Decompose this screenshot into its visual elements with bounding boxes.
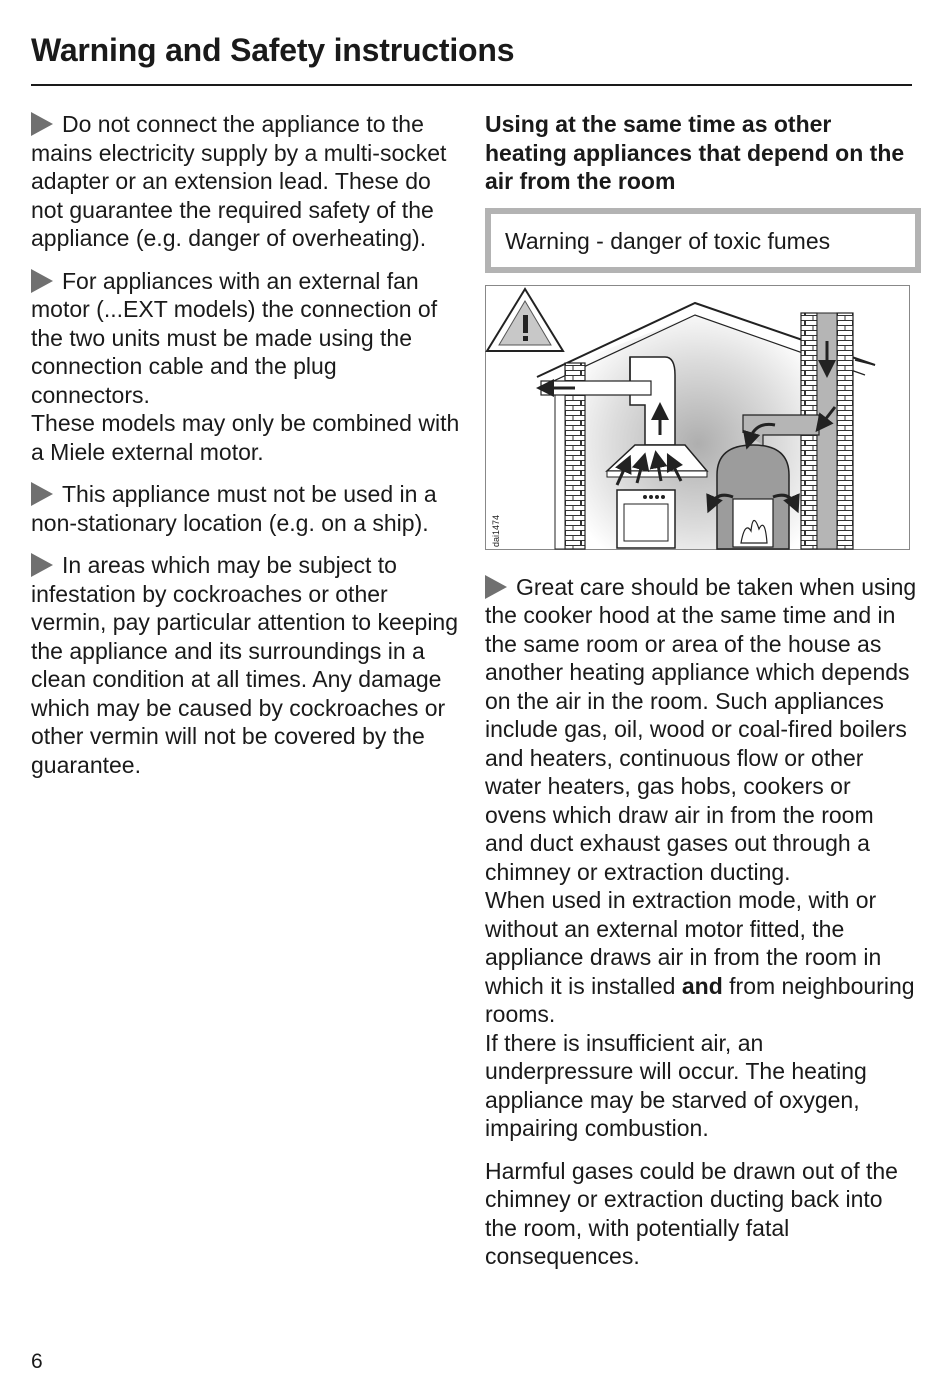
safety-item-text: In areas which may be subject to infestation by cockroaches or other vermin, pay particular attention to keeping the appliance and its surroundings in a clean condition at all times. Any damage which may be caused by cockroaches or other vermin will not be covered by the guarantee.: [31, 552, 459, 778]
title-rule: [31, 84, 912, 86]
safety-item-text: Do not connect the appliance to the mains electricity supply by a multi-socket adapter or an extension lead. These do not guarantee the required safety of the appliance (e.g. danger of overheating).: [31, 111, 447, 251]
safety-item: [31, 267, 461, 467]
bullet-triangle-icon: [31, 112, 53, 136]
warning-box: [485, 208, 921, 273]
bullet-triangle-icon: [485, 575, 507, 599]
safety-item-text: For appliances with an external fan motor (...EXT models) the connection of the two units must be made using the connection cable and the plug connectors.: [31, 267, 438, 408]
bullet-triangle-icon: [31, 553, 53, 577]
safety-item-text: These models may only be combined with a Miele external motor.: [31, 410, 460, 465]
safety-item-text: If there is insufficient air, an underpressure will occur. The heating appliance may be starved of oxygen, impairing combustion.: [485, 1029, 867, 1141]
safety-item: [31, 110, 461, 253]
section-subheading: Using at the same time as other heating appliances that depend on the air from the room: [485, 111, 905, 194]
left-column: [31, 110, 461, 793]
safety-item-text: Great care should be taken when using the cooker hood at the same time and in the same room or area of the house as another heating appliance which depends on the air in the room. Such appliances include gas, oil, wood or coal-fired boilers and heaters, continuous flow or other water heaters, gas hobs, cookers or ovens which draw air in from the room and duct exhaust gases out through a chimney or extraction ducting.: [485, 573, 917, 885]
bullet-triangle-icon: [31, 482, 53, 506]
safety-item-text: from neighbouring rooms.: [485, 972, 915, 1027]
figure-code: dai1474: [491, 514, 501, 547]
warning-box-text: Warning - danger of toxic fumes: [505, 227, 831, 254]
emphasis-text: and: [681, 972, 723, 999]
safety-item: [485, 573, 917, 1143]
right-column: [485, 110, 917, 1285]
safety-item-text: This appliance must not be used in a non-stationary location (e.g. on a ship).: [31, 481, 437, 536]
safety-item: [31, 551, 461, 779]
safety-item: [31, 480, 461, 537]
safety-item-text: When used in extraction mode, with or without an external motor fitted, the appliance draws air in from the room in which it is installed: [485, 887, 882, 999]
page-title: Warning and Safety instructions: [31, 32, 515, 68]
ventilation-diagram: [485, 285, 911, 551]
paragraph: Harmful gases could be drawn out of the chimney or extraction ducting back into the room, with potentially fatal consequences.: [485, 1157, 898, 1269]
page-number: 6: [31, 1350, 43, 1373]
bullet-triangle-icon: [31, 269, 53, 293]
